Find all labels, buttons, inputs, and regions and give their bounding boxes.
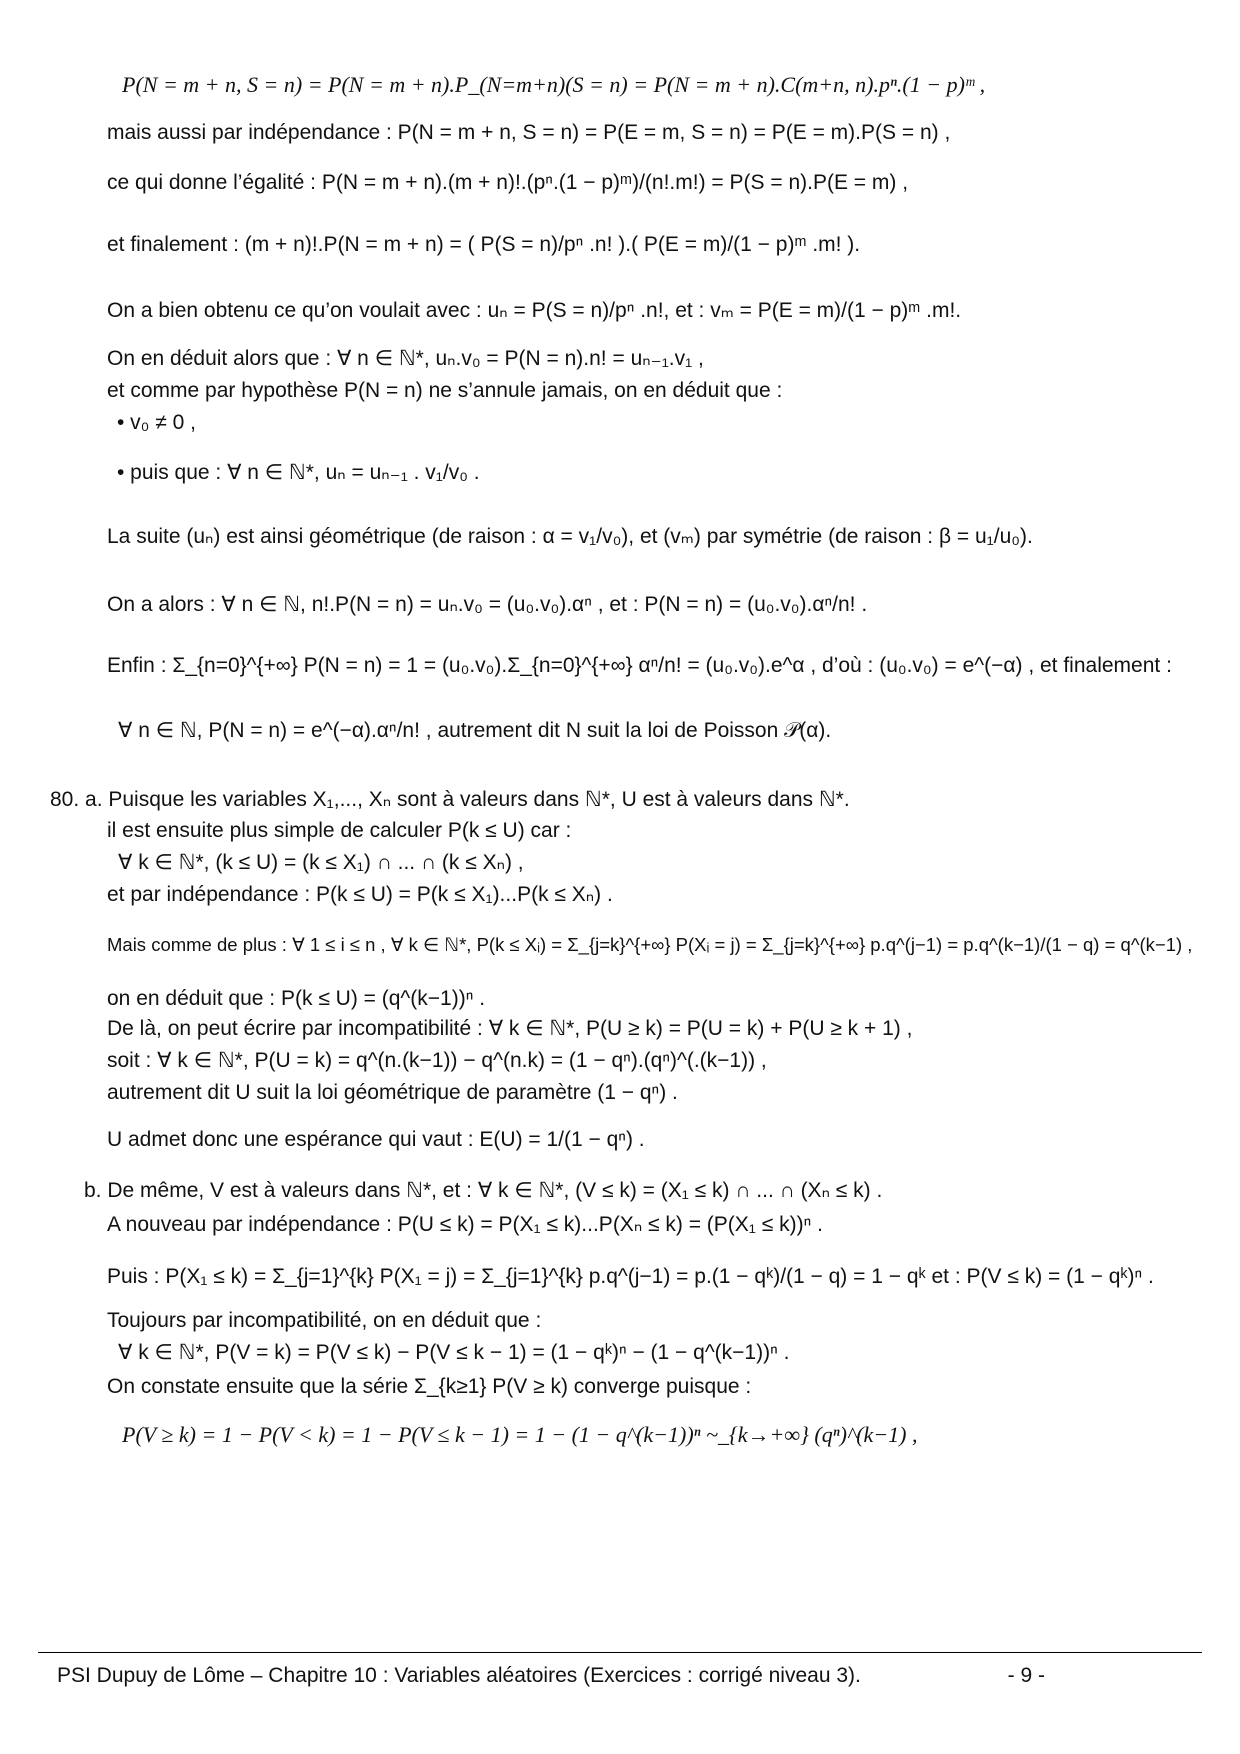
text-line-6: On en déduit alors que : ∀ n ∈ ℕ*, uₙ.v₀ = P(N = n).n! = uₙ₋₁.v₁ , [107, 347, 704, 370]
text-line-12: Enfin : Σ_{n=0}^{+∞} P(N = n) = 1 = (u₀.v₀).Σ_{n=0}^{+∞} αⁿ/n! = (u₀.v₀).e^α , d’où : (u₀.v₀) = e^(−α) , et finalement : [107, 654, 1172, 677]
text-line-7: et comme par hypothèse P(N = n) ne s’annule jamais, on en déduit que : [107, 379, 783, 402]
text-line-5: On a bien obtenu ce qu’on voulait avec : uₙ = P(S = n)/pⁿ .n!, et : vₘ = P(E = m)/(1 − p)ᵐ .m!. [107, 299, 962, 322]
exercise-80a-heading: 80. a. Puisque les variables X₁,..., Xₙ sont à valeurs dans ℕ*, U est à valeurs dans ℕ*. [50, 788, 850, 811]
text-line-3: ce qui donne l’égalité : P(N = m + n).(m + n)!.(pⁿ.(1 − p)ᵐ)/(n!.m!) = P(S = n).P(E = m) , [107, 171, 909, 194]
text-line-11: On a alors : ∀ n ∈ ℕ, n!.P(N = n) = uₙ.v₀ = (u₀.v₀).αⁿ , et : P(N = n) = (u₀.v₀).αⁿ/n! . [107, 593, 868, 616]
text-line-20: De là, on peut écrire par incompatibilité : ∀ k ∈ ℕ*, P(U ≥ k) = P(U = k) + P(U ≥ k + 1) , [107, 1017, 913, 1040]
text-line-13: ∀ n ∈ ℕ, P(N = n) = e^(−α).αⁿ/n! , autrement dit N suit la loi de Poisson 𝒫(α). [118, 719, 832, 742]
formula-line-1: P(N = m + n, S = n) = P(N = m + n).P_(N=m+n)(S = n) = P(N = m + n).C(m+n, n).pⁿ.(1 − p)ᵐ , [122, 72, 986, 97]
text-line-27: Toujours par incompatibilité, on en déduit que : [107, 1309, 542, 1332]
text-line-29: On constate ensuite que la série Σ_{k≥1} P(V ≥ k) converge puisque : [107, 1375, 752, 1398]
text-line-10: La suite (uₙ) est ainsi géométrique (de raison : α = v₁/v₀), et (vₘ) par symétrie (de raison : β = u₁/u₀). [107, 525, 1033, 548]
text-line-26: Puis : P(X₁ ≤ k) = Σ_{j=1}^{k} P(X₁ = j) = Σ_{j=1}^{k} p.q^(j−1) = p.(1 − qᵏ)/(1 − q) = 1 − qᵏ et : P(V ≤ k) = (1 − qᵏ)ⁿ . [107, 1265, 1154, 1288]
text-line-22: autrement dit U suit la loi géométrique de paramètre (1 − qⁿ) . [107, 1081, 678, 1104]
text-line-17: et par indépendance : P(k ≤ U) = P(k ≤ X₁)...P(k ≤ Xₙ) . [107, 883, 613, 906]
formula-line-30: P(V ≥ k) = 1 − P(V < k) = 1 − P(V ≤ k − 1) = 1 − (1 − q^(k−1))ⁿ ~_{k→+∞} (qⁿ)^(k−1) , [122, 1422, 918, 1447]
text-line-28: ∀ k ∈ ℕ*, P(V = k) = P(V ≤ k) − P(V ≤ k − 1) = (1 − qᵏ)ⁿ − (1 − q^(k−1))ⁿ . [118, 1341, 790, 1364]
text-line-23: U admet donc une espérance qui vaut : E(U) = 1/(1 − qⁿ) . [107, 1128, 645, 1151]
text-line-18: Mais comme de plus : ∀ 1 ≤ i ≤ n , ∀ k ∈ ℕ*, P(k ≤ Xᵢ) = Σ_{j=k}^{+∞} P(Xᵢ = j) = Σ_{j=k}^{+∞} p.q^(j−1) = p.q^(k−1)/(1 − q) = q^(k−1) , [107, 934, 1193, 955]
footer-title: PSI Dupuy de Lôme – Chapitre 10 : Variables aléatoires (Exercices : corrigé niveau 3). [57, 1664, 861, 1687]
text-line-16: ∀ k ∈ ℕ*, (k ≤ U) = (k ≤ X₁) ∩ ... ∩ (k ≤ Xₙ) , [118, 851, 524, 874]
text-line-21: soit : ∀ k ∈ ℕ*, P(U = k) = q^(n.(k−1)) − q^(n.k) = (1 − qⁿ).(qⁿ)^(.(k−1)) , [107, 1049, 767, 1072]
text-line-15: il est ensuite plus simple de calculer P(k ≤ U) car : [107, 819, 572, 842]
bullet-line-8: • v₀ ≠ 0 , [117, 411, 196, 434]
footer-divider [38, 1652, 1202, 1653]
bullet-line-9: • puis que : ∀ n ∈ ℕ*, uₙ = uₙ₋₁ . v₁/v₀ . [117, 461, 480, 484]
text-line-19: on en déduit que : P(k ≤ U) = (q^(k−1))ⁿ . [107, 987, 486, 1010]
text-line-25: A nouveau par indépendance : P(U ≤ k) = P(X₁ ≤ k)...P(Xₙ ≤ k) = (P(X₁ ≤ k))ⁿ . [107, 1213, 823, 1236]
text-line-4: et finalement : (m + n)!.P(N = m + n) = ( P(S = n)/pⁿ .n! ).( P(E = m)/(1 − p)ᵐ .m! ). [107, 233, 861, 256]
page-number: - 9 - [1007, 1664, 1045, 1687]
exercise-80b-heading: b. De même, V est à valeurs dans ℕ*, et : ∀ k ∈ ℕ*, (V ≤ k) = (X₁ ≤ k) ∩ ... ∩ (Xₙ ≤ k) . [84, 1179, 883, 1202]
text-line-2: mais aussi par indépendance : P(N = m + n, S = n) = P(E = m, S = n) = P(E = m).P(S = n) , [107, 121, 951, 144]
